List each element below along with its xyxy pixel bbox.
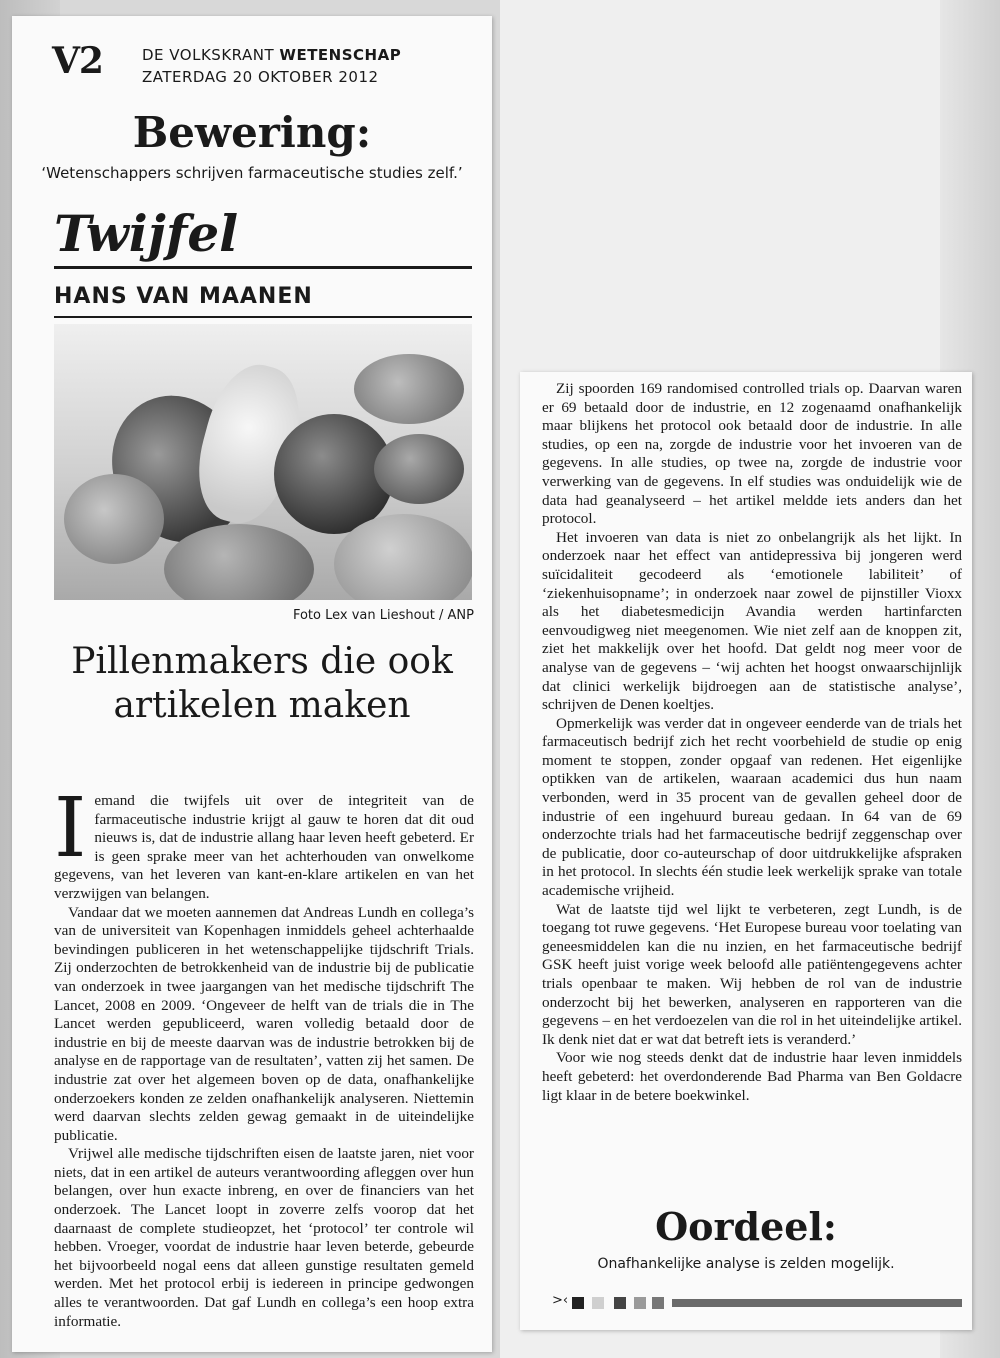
author-name: HANS VAN MAANEN bbox=[54, 284, 313, 309]
decorative-square bbox=[614, 1297, 626, 1309]
decorative-square bbox=[592, 1297, 604, 1309]
pill-shape bbox=[164, 524, 314, 600]
article-paragraph: Voor wie nog steeds denkt dat de industrie haar leven inmiddels heeft gebeterd: het overdonderende Bad Pharma van Ben Goldacre ligt klaar in de betere boekwinkel. bbox=[542, 1049, 962, 1104]
article-paragraph: Zij spoorden 169 randomised controlled trials op. Daarvan waren er 69 betaald door de industrie, en 12 zogenaamd onafhankelijk maar blijkens het protocol ook betaald door de industrie. In alle studies, op een na, zorgde de industrie voor het invoeren van de gegevens. In alle studies, op twee na, zorgde de industrie voor verwerking van de gegevens. In elf studies was onduidelijk wie de data had geanalyseerd – het artikel meldde iets anders dan het protocol. bbox=[542, 380, 962, 528]
publication-name: DE VOLKSKRANT bbox=[142, 46, 275, 64]
decorative-bar bbox=[552, 1293, 962, 1310]
photo-credit: Foto Lex van Lieshout / ANP bbox=[292, 608, 474, 623]
column-title: Twijfel bbox=[54, 204, 239, 263]
decorative-square bbox=[572, 1297, 584, 1309]
claim-heading: Bewering: bbox=[132, 108, 372, 157]
publication-date: ZATERDAG 20 OKTOBER 2012 bbox=[142, 68, 379, 86]
drop-cap: I bbox=[54, 781, 87, 876]
article-body-left bbox=[54, 781, 474, 1331]
clipping-left bbox=[12, 16, 492, 1352]
paragraph-text: emand die twijfels uit over de integriteit van de farmaceutische industrie krijgt al gauw te horen dat dit oud nieuws is, dat de industrie allang haar leven heeft gebeterd. Er is geen sprake meer van het achterhouden van onwelkome gegevens, van het leveren van kant-en-klare artikelen en van het verzwijgen van belangen. bbox=[54, 792, 474, 902]
claim-text: ‘Wetenschappers schrijven farmaceutische studies zelf.’ bbox=[41, 164, 463, 182]
verdict-text: Onafhankelijke analyse is zelden mogelijk. bbox=[597, 1256, 895, 1272]
pill-shape bbox=[354, 354, 464, 424]
article-paragraph: Opmerkelijk was verder dat in ongeveer eenderde van de trials het farmaceutisch bedrijf zich het recht voorbehield de studie op enig moment te stoppen, zonder opgaaf van redenen. Het eigenlijke optikken van de artikelen, waaraan academici dus hun naam verbonden, werd in 35 procent van de gevallen geheel door de industrie of een ingehuurd bureau gedaan. In 64 van de 69 onderzochte trials had het farmaceutische bedrijf zeggenschap over de publicatie, door co-auteurschap of door uitdrukkelijke afspraken in het protocol. In slechts één studie leek werkelijk sprake van totale academische vrijheid. bbox=[542, 714, 962, 900]
page-number: V2 bbox=[52, 40, 103, 82]
pill-shape bbox=[374, 434, 464, 504]
clipping-right bbox=[520, 372, 972, 1330]
pill-shape bbox=[334, 514, 472, 600]
pill-shape bbox=[64, 474, 164, 564]
article-body-right bbox=[542, 380, 962, 1105]
masthead-publication-line bbox=[142, 46, 401, 64]
divider-rule bbox=[54, 316, 472, 318]
divider-rule bbox=[54, 266, 472, 269]
article-paragraph: Vandaar dat we moeten aannemen dat Andreas Lundh en collega’s van de universiteit van Kopenhagen inmiddels geheel achterhaalde bevindingen publiceren in het wetenschappelijke tijdschrift Trials. Zij onderzochten de betrokkenheid van de industrie bij de publicatie van onderzoek in twee jaargangen van het medische tijdschrift The Lancet, 2008 en 2009. ‘Ongeveer de helft van de trials die in The Lancet werden gepubliceerd, waren volledig betaald door de industrie en bij de meeste daarvan was de industrie betrokken bij de analyse en de rapportage van de resultaten’, vatten zij het samen. De industrie zat over het algemeen boven op de data, onafhankelijke onderzoekers konden ze zelden onafhankelijk analyseren. Niettemin werd daarvan slechts zelden gewag gemaakt in de uiteindelijke publicatie. bbox=[54, 903, 474, 1144]
headline-line: Pillenmakers die ook bbox=[71, 641, 453, 682]
article-paragraph: Vrijwel alle medische tijdschriften eisen de laatste jaren, niet voor niets, dat in een artikel de auteurs verantwoording afleggen over hun belangen, over hun exacte inbreng, en over de financiers van het onderzoek. The Lancet loopt in zoverre zelfs voorop dat het daarnaast de complete studieopzet, het ‘protocol’ ter controle wil hebben. Vroeger, voordat de industrie haar leven beterde, gebeurde het bijvoorbeeld nogal eens dat alleen gunstige resultaten gemeld werden. Met het protocol erbij is iedereen in principe gedwongen alles te verantwoorden. Dat gaf Lundh en collega’s een hoop extra informatie. bbox=[54, 1145, 474, 1330]
verdict-heading: Oordeel: bbox=[655, 1204, 837, 1249]
decorative-square bbox=[634, 1297, 646, 1309]
article-headline bbox=[42, 640, 482, 728]
article-paragraph bbox=[54, 781, 474, 904]
headline-line: artikelen maken bbox=[113, 685, 411, 726]
scissors-icon: >‹ bbox=[552, 1293, 569, 1308]
decorative-line bbox=[672, 1299, 962, 1307]
decorative-square bbox=[652, 1297, 664, 1309]
article-paragraph: Het invoeren van data is niet zo onbelangrijk als het lijkt. In onderzoek naar het effect van antidepressiva bij jongeren werd suïcidaliteit gecodeerd als ‘emotionele labiliteit’ of ‘ziekenhuisopname’; in onderzoek naar zowel de pijnstiller Vioxx als het diabetesmedicijn Avandia werden hartinfarcten eenvoudigweg niet meegenomen. Wie niet zelf aan de knoppen zit, ziet het makkelijk over het hoofd. Dat geldt nog meer voor de analyse van de gegevens – ‘wij achten het hoogst onwaarschijnlijk dat clinici werkelijk bijdroegen aan de statistische analyse’, schrijven de Denen koeltjes. bbox=[542, 528, 962, 714]
pills-photo bbox=[54, 324, 472, 600]
article-paragraph: Wat de laatste tijd wel lijkt te verbeteren, zegt Lundh, is de toegang tot ruwe gegevens. ‘Het Europese bureau voor toelating van geneesmiddelen kan die nu inzien, en het farmaceutische bedrijf GSK heeft juist vorige week beloofd alle patiëntengegevens achter trials openbaar te maken. Wij hebben de rol van de industrie onderzocht bij het bewerken, analyseren en rapporteren van die gegevens – en het verdoezelen van die rol in het uiteindelijke artikel. Ik denk niet dat er wat dat betreft iets is veranderd.’ bbox=[542, 900, 962, 1048]
section-name: WETENSCHAP bbox=[279, 46, 402, 64]
